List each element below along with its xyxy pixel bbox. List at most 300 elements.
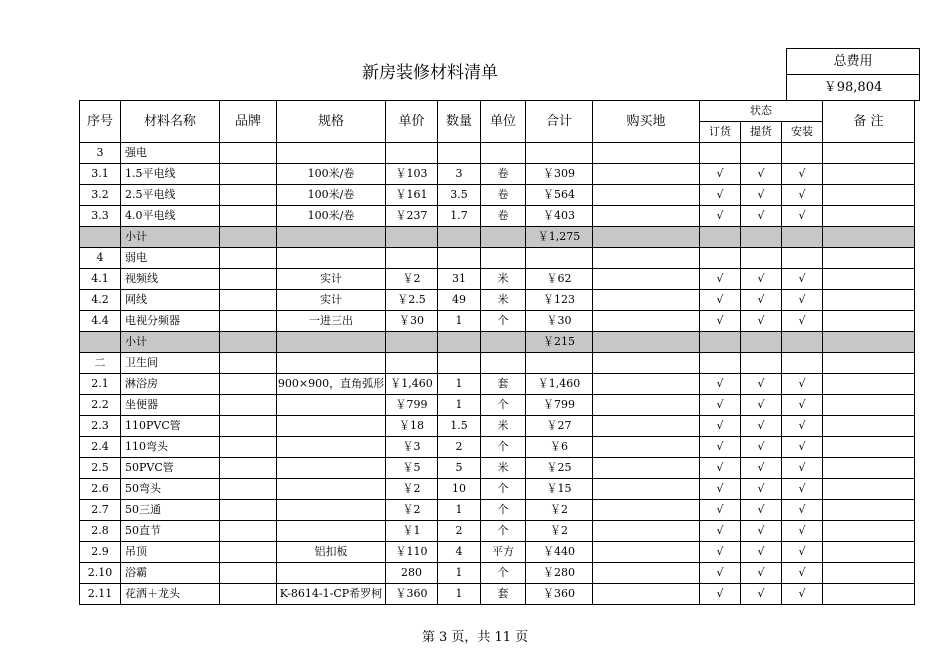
cell-pickup: √	[741, 458, 782, 479]
cell-order: √	[700, 584, 741, 605]
cell-seq: 4	[80, 248, 121, 269]
header-place: 购买地	[593, 101, 700, 143]
cell-unit	[481, 227, 526, 248]
cell-place	[593, 395, 700, 416]
cell-note	[823, 143, 915, 164]
cell-note	[823, 248, 915, 269]
cell-brand	[220, 248, 277, 269]
cell-order: √	[700, 185, 741, 206]
cell-install: √	[782, 458, 823, 479]
cell-order	[700, 248, 741, 269]
cell-brand	[220, 479, 277, 500]
cell-price: ￥3	[386, 437, 438, 458]
cell-order: √	[700, 542, 741, 563]
cell-spec	[277, 353, 386, 374]
cell-note	[823, 164, 915, 185]
cell-install: √	[782, 521, 823, 542]
cell-name: 淋浴房	[121, 374, 220, 395]
cell-spec	[277, 395, 386, 416]
materials-table	[79, 100, 915, 605]
cell-install: √	[782, 500, 823, 521]
cell-place	[593, 185, 700, 206]
cell-unit	[481, 248, 526, 269]
header-price: 单价	[386, 101, 438, 143]
cell-order: √	[700, 269, 741, 290]
cell-qty: 4	[438, 542, 481, 563]
cell-pickup	[741, 227, 782, 248]
cell-seq: 2.11	[80, 584, 121, 605]
cell-seq: 4.1	[80, 269, 121, 290]
cell-install: √	[782, 290, 823, 311]
table-row	[80, 395, 915, 416]
cell-install: √	[782, 542, 823, 563]
cell-note	[823, 290, 915, 311]
total-cost-label: 总费用	[787, 49, 919, 75]
cell-seq: 3.2	[80, 185, 121, 206]
cell-spec: 实计	[277, 269, 386, 290]
cell-brand	[220, 164, 277, 185]
cell-sum: ￥15	[526, 479, 593, 500]
cell-price: ￥161	[386, 185, 438, 206]
cell-brand	[220, 143, 277, 164]
cell-qty: 1	[438, 563, 481, 584]
cell-place	[593, 332, 700, 353]
cell-order	[700, 227, 741, 248]
cell-unit: 平方	[481, 542, 526, 563]
table-row	[80, 164, 915, 185]
section-row	[80, 248, 915, 269]
cell-pickup	[741, 248, 782, 269]
section-row	[80, 353, 915, 374]
cell-order: √	[700, 290, 741, 311]
cell-seq: 3.1	[80, 164, 121, 185]
cell-qty	[438, 353, 481, 374]
cell-spec	[277, 500, 386, 521]
cell-sum: ￥62	[526, 269, 593, 290]
cell-name: 强电	[121, 143, 220, 164]
cell-pickup: √	[741, 437, 782, 458]
table-row	[80, 500, 915, 521]
cell-sum: ￥1,275	[526, 227, 593, 248]
cell-seq	[80, 227, 121, 248]
cell-note	[823, 437, 915, 458]
cell-sum: ￥6	[526, 437, 593, 458]
cell-price	[386, 143, 438, 164]
cell-unit: 个	[481, 479, 526, 500]
cell-name: 电视分频器	[121, 311, 220, 332]
cell-install: √	[782, 416, 823, 437]
cell-install: √	[782, 269, 823, 290]
cell-name: 弱电	[121, 248, 220, 269]
page-title: 新房装修材料清单	[362, 63, 498, 83]
cell-sum: ￥2	[526, 521, 593, 542]
cell-install	[782, 353, 823, 374]
cell-place	[593, 437, 700, 458]
cell-name: 卫生间	[121, 353, 220, 374]
cell-place	[593, 479, 700, 500]
cell-brand	[220, 458, 277, 479]
table-row	[80, 269, 915, 290]
header-seq: 序号	[80, 101, 121, 143]
cell-seq: 2.5	[80, 458, 121, 479]
cell-qty: 2	[438, 437, 481, 458]
cell-price: ￥18	[386, 416, 438, 437]
cell-pickup: √	[741, 311, 782, 332]
cell-pickup: √	[741, 206, 782, 227]
cell-seq: 3	[80, 143, 121, 164]
cell-price: ￥103	[386, 164, 438, 185]
cell-seq: 二	[80, 353, 121, 374]
cell-name: 视频线	[121, 269, 220, 290]
cell-pickup: √	[741, 479, 782, 500]
cell-price	[386, 353, 438, 374]
cell-place	[593, 374, 700, 395]
cell-brand	[220, 206, 277, 227]
header-spec: 规格	[277, 101, 386, 143]
cell-brand	[220, 437, 277, 458]
cell-order	[700, 353, 741, 374]
cell-order: √	[700, 437, 741, 458]
cell-qty	[438, 248, 481, 269]
cell-name: 2.5平电线	[121, 185, 220, 206]
cell-name: 小计	[121, 332, 220, 353]
table-row	[80, 458, 915, 479]
cell-name: 网线	[121, 290, 220, 311]
cell-note	[823, 185, 915, 206]
cell-qty: 1	[438, 374, 481, 395]
cell-place	[593, 269, 700, 290]
cell-pickup: √	[741, 290, 782, 311]
cell-seq: 3.3	[80, 206, 121, 227]
cell-sum	[526, 353, 593, 374]
cell-install	[782, 332, 823, 353]
cell-place	[593, 458, 700, 479]
cell-seq: 2.3	[80, 416, 121, 437]
cell-place	[593, 227, 700, 248]
header-order: 订货	[700, 122, 741, 143]
cell-note	[823, 563, 915, 584]
cell-order: √	[700, 416, 741, 437]
cell-price: ￥2	[386, 479, 438, 500]
table-row	[80, 311, 915, 332]
cell-unit: 套	[481, 374, 526, 395]
table-row	[80, 584, 915, 605]
cell-place	[593, 353, 700, 374]
cell-note	[823, 542, 915, 563]
cell-place	[593, 416, 700, 437]
cell-install: √	[782, 437, 823, 458]
cell-install: √	[782, 479, 823, 500]
cell-note	[823, 227, 915, 248]
cell-note	[823, 206, 915, 227]
cell-price: ￥2	[386, 500, 438, 521]
cell-price: ￥360	[386, 584, 438, 605]
cell-price: ￥2.5	[386, 290, 438, 311]
cell-brand	[220, 500, 277, 521]
cell-seq: 2.9	[80, 542, 121, 563]
cell-unit: 卷	[481, 164, 526, 185]
cell-seq: 2.4	[80, 437, 121, 458]
cell-sum: ￥30	[526, 311, 593, 332]
section-row	[80, 143, 915, 164]
cell-name: 4.0平电线	[121, 206, 220, 227]
cell-qty: 1	[438, 584, 481, 605]
table-row	[80, 437, 915, 458]
cell-qty: 3.5	[438, 185, 481, 206]
cell-place	[593, 290, 700, 311]
cell-unit: 个	[481, 311, 526, 332]
cell-price: 280	[386, 563, 438, 584]
cell-note	[823, 332, 915, 353]
cell-pickup: √	[741, 164, 782, 185]
table-row	[80, 185, 915, 206]
subtotal-row	[80, 227, 915, 248]
cell-spec	[277, 416, 386, 437]
cell-spec	[277, 458, 386, 479]
cell-seq: 2.6	[80, 479, 121, 500]
cell-install	[782, 248, 823, 269]
cell-order: √	[700, 395, 741, 416]
cell-brand	[220, 374, 277, 395]
cell-name: 1.5平电线	[121, 164, 220, 185]
cell-price: ￥5	[386, 458, 438, 479]
header-install: 安装	[782, 122, 823, 143]
cell-spec: 铝扣板	[277, 542, 386, 563]
cell-install: √	[782, 584, 823, 605]
cell-order	[700, 332, 741, 353]
table-row	[80, 206, 915, 227]
cell-place	[593, 500, 700, 521]
table-body	[80, 143, 915, 605]
cell-qty: 5	[438, 458, 481, 479]
cell-brand	[220, 332, 277, 353]
header-sum: 合计	[526, 101, 593, 143]
cell-seq	[80, 332, 121, 353]
cell-spec: 900×900，直角弧形	[277, 374, 386, 395]
cell-unit: 米	[481, 269, 526, 290]
cell-qty: 1.7	[438, 206, 481, 227]
cell-name: 50三通	[121, 500, 220, 521]
cell-spec	[277, 332, 386, 353]
cell-sum: ￥27	[526, 416, 593, 437]
cell-place	[593, 164, 700, 185]
cell-install: √	[782, 185, 823, 206]
cell-qty	[438, 227, 481, 248]
cell-pickup: √	[741, 563, 782, 584]
cell-sum	[526, 143, 593, 164]
cell-qty	[438, 143, 481, 164]
page-footer: 第 3 页，共 11 页	[421, 630, 529, 645]
total-cost-value: ￥98,804	[823, 80, 883, 95]
cell-sum: ￥2	[526, 500, 593, 521]
table-row	[80, 416, 915, 437]
cell-name: 浴霸	[121, 563, 220, 584]
table-row	[80, 563, 915, 584]
table-row	[80, 542, 915, 563]
cell-unit: 个	[481, 521, 526, 542]
cell-install: √	[782, 164, 823, 185]
cell-qty: 10	[438, 479, 481, 500]
cell-pickup: √	[741, 500, 782, 521]
cell-spec	[277, 143, 386, 164]
cell-brand	[220, 584, 277, 605]
cell-install: √	[782, 311, 823, 332]
cell-sum: ￥799	[526, 395, 593, 416]
cell-brand	[220, 227, 277, 248]
cell-name: 花洒＋龙头	[121, 584, 220, 605]
cell-name: 50直节	[121, 521, 220, 542]
cell-seq: 2.10	[80, 563, 121, 584]
cell-spec	[277, 521, 386, 542]
cell-unit	[481, 143, 526, 164]
cell-spec: 实计	[277, 290, 386, 311]
cell-qty: 2	[438, 521, 481, 542]
subtotal-row	[80, 332, 915, 353]
cell-spec: K-8614-1-CP希罗柯	[277, 584, 386, 605]
cell-unit: 米	[481, 416, 526, 437]
cell-place	[593, 143, 700, 164]
cell-pickup	[741, 353, 782, 374]
cell-pickup	[741, 332, 782, 353]
header-name: 材料名称	[121, 101, 220, 143]
cell-unit: 米	[481, 458, 526, 479]
cell-sum: ￥123	[526, 290, 593, 311]
cell-note	[823, 269, 915, 290]
cell-price: ￥30	[386, 311, 438, 332]
cell-spec	[277, 437, 386, 458]
cell-unit: 个	[481, 500, 526, 521]
header-status: 状态	[700, 101, 823, 122]
header-note: 备 注	[823, 101, 915, 143]
cell-pickup: √	[741, 416, 782, 437]
cell-note	[823, 353, 915, 374]
cell-brand	[220, 416, 277, 437]
cell-unit: 米	[481, 290, 526, 311]
cell-install	[782, 227, 823, 248]
cell-seq: 4.4	[80, 311, 121, 332]
cell-brand	[220, 521, 277, 542]
cell-sum: ￥564	[526, 185, 593, 206]
cell-pickup: √	[741, 395, 782, 416]
cell-name: 110弯头	[121, 437, 220, 458]
cell-seq: 2.2	[80, 395, 121, 416]
cell-spec: 100米/卷	[277, 164, 386, 185]
cell-order: √	[700, 563, 741, 584]
cell-brand	[220, 353, 277, 374]
cell-note	[823, 311, 915, 332]
cell-spec: 100米/卷	[277, 185, 386, 206]
cell-qty: 1	[438, 395, 481, 416]
cell-place	[593, 542, 700, 563]
cell-unit: 个	[481, 563, 526, 584]
cell-name: 110PVC管	[121, 416, 220, 437]
cell-spec: 100米/卷	[277, 206, 386, 227]
cell-sum: ￥280	[526, 563, 593, 584]
cell-qty: 1	[438, 311, 481, 332]
cell-price	[386, 332, 438, 353]
cell-note	[823, 416, 915, 437]
cell-name: 坐便器	[121, 395, 220, 416]
cell-place	[593, 521, 700, 542]
cell-name: 小计	[121, 227, 220, 248]
cell-price: ￥110	[386, 542, 438, 563]
cell-brand	[220, 311, 277, 332]
cell-spec	[277, 227, 386, 248]
cell-place	[593, 206, 700, 227]
header-pickup: 提货	[741, 122, 782, 143]
cell-spec	[277, 248, 386, 269]
table-row	[80, 374, 915, 395]
cell-unit: 个	[481, 437, 526, 458]
cell-order: √	[700, 311, 741, 332]
cell-brand	[220, 542, 277, 563]
cell-sum: ￥1,460	[526, 374, 593, 395]
cell-name: 50弯头	[121, 479, 220, 500]
cell-place	[593, 248, 700, 269]
cell-qty: 31	[438, 269, 481, 290]
cell-order: √	[700, 374, 741, 395]
cell-sum: ￥215	[526, 332, 593, 353]
cell-install: √	[782, 206, 823, 227]
cell-note	[823, 395, 915, 416]
cell-qty: 1.5	[438, 416, 481, 437]
cell-price: ￥1,460	[386, 374, 438, 395]
cell-spec	[277, 479, 386, 500]
cell-install: √	[782, 395, 823, 416]
cell-install: √	[782, 563, 823, 584]
cell-price: ￥2	[386, 269, 438, 290]
cell-price: ￥799	[386, 395, 438, 416]
cell-place	[593, 563, 700, 584]
cell-seq: 2.7	[80, 500, 121, 521]
cell-order	[700, 143, 741, 164]
cell-sum	[526, 248, 593, 269]
cell-brand	[220, 290, 277, 311]
header-brand: 品牌	[220, 101, 277, 143]
cell-brand	[220, 395, 277, 416]
table-row	[80, 479, 915, 500]
cell-note	[823, 521, 915, 542]
cell-order: √	[700, 206, 741, 227]
cell-pickup	[741, 143, 782, 164]
cell-sum: ￥440	[526, 542, 593, 563]
cell-unit	[481, 353, 526, 374]
cell-spec	[277, 563, 386, 584]
cell-unit	[481, 332, 526, 353]
cell-place	[593, 584, 700, 605]
cell-sum: ￥309	[526, 164, 593, 185]
cell-name: 吊顶	[121, 542, 220, 563]
cell-pickup: √	[741, 374, 782, 395]
cell-price	[386, 248, 438, 269]
cell-qty: 3	[438, 164, 481, 185]
table-row	[80, 290, 915, 311]
cell-note	[823, 584, 915, 605]
table-row	[80, 521, 915, 542]
cell-pickup: √	[741, 584, 782, 605]
cell-spec: 一进三出	[277, 311, 386, 332]
cell-name: 50PVC管	[121, 458, 220, 479]
cell-pickup: √	[741, 542, 782, 563]
cell-sum: ￥403	[526, 206, 593, 227]
cell-qty	[438, 332, 481, 353]
cell-sum: ￥360	[526, 584, 593, 605]
cell-unit: 套	[481, 584, 526, 605]
cell-price: ￥1	[386, 521, 438, 542]
cell-price: ￥237	[386, 206, 438, 227]
total-cost-box	[786, 48, 920, 101]
cell-note	[823, 479, 915, 500]
